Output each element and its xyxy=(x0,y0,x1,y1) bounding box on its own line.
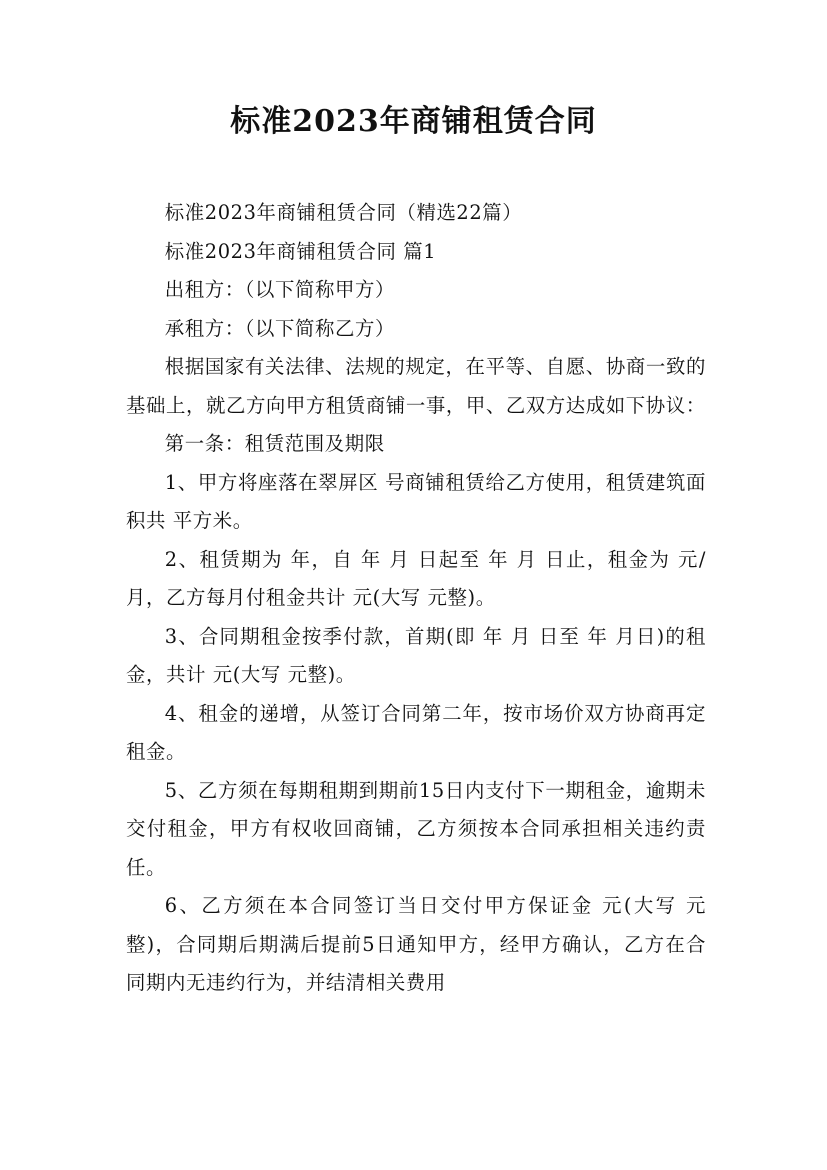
paragraph-text: 5、乙方须在每期租期到期前15日内支付下一期租金，逾期未交付租金，甲方有权收回商铺，乙方须按本合同承担相关违约责任。 xyxy=(126,778,706,879)
paragraph-text: 4、租金的递增，从签订合同第二年，按市场价双方协商再定租金。 xyxy=(126,701,706,763)
paragraph-text: 1、甲方将座落在翠屏区 号商铺租赁给乙方使用，租赁建筑面积共 平方米。 xyxy=(126,470,706,532)
document-title: 标准2023年商铺租赁合同 xyxy=(230,104,597,139)
paragraph-text: 2、租赁期为 年，自 年 月 日起至 年 月 日止，租金为 元/月，乙方每月付租金共计 元(大写 元整)。 xyxy=(126,547,706,609)
paragraph-clause-1 xyxy=(126,464,706,541)
paragraph-clause-6 xyxy=(126,887,706,1003)
paragraph-article-1-heading xyxy=(126,425,706,464)
paragraph-text: 标准2023年商铺租赁合同（精选22篇） xyxy=(164,201,523,224)
paragraph-text: 6、乙方须在本合同签订当日交付甲方保证金 元(大写 元整)，合同期后期满后提前5日通知甲方，经甲方确认，乙方在合同期内无违约行为，并结清相关费用 xyxy=(126,894,706,994)
paragraph-text: 根据国家有关法律、法规的规定，在平等、自愿、协商一致的基础上，就乙方向甲方租赁商铺一事，甲、乙双方达成如下协议： xyxy=(126,355,706,417)
paragraph-section-heading xyxy=(126,233,706,272)
paragraph-clause-5 xyxy=(126,772,706,888)
paragraph-text: 承租方：（以下简称乙方） xyxy=(164,316,395,340)
paragraph-text: 出租方：（以下简称甲方） xyxy=(164,278,395,301)
paragraph-text: 第一条：租赁范围及期限 xyxy=(164,432,385,455)
paragraph-lessor xyxy=(126,271,706,310)
document-body xyxy=(126,194,706,1003)
paragraph-preamble xyxy=(126,348,706,425)
paragraph-text: 3、合同期租金按季付款，首期(即 年 月 日至 年 月日)的租金，共计 元(大写 元整)。 xyxy=(126,624,706,686)
paragraph-clause-2 xyxy=(126,541,706,618)
paragraph-subtitle xyxy=(126,194,706,233)
paragraph-clause-4 xyxy=(126,695,706,772)
paragraph-lessee xyxy=(126,310,706,349)
paragraph-clause-3 xyxy=(126,618,706,695)
paragraph-text: 标准2023年商铺租赁合同 篇1 xyxy=(164,239,437,263)
